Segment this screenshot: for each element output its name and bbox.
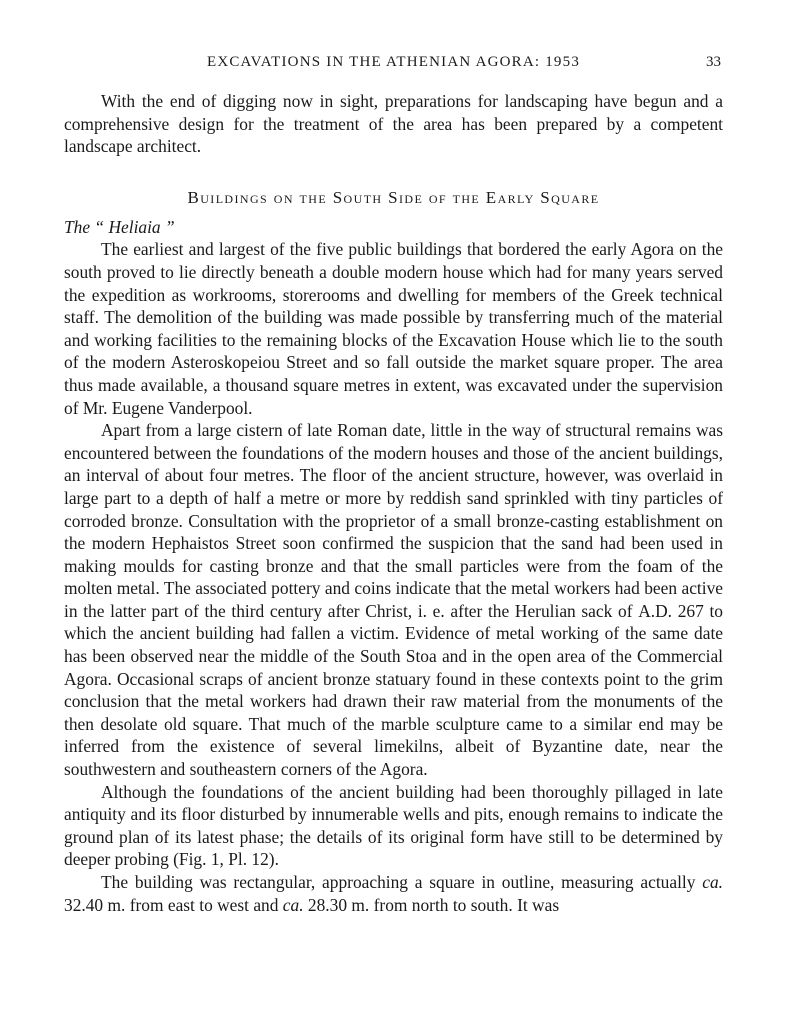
running-head xyxy=(64,52,723,76)
circa-abbreviation: ca. xyxy=(702,872,723,892)
body-paragraph-3: Although the foundations of the ancient building had been thoroughly pillaged in late antiquity and its floor disturbed by innumerable wells and pits, enough remains to indicate the ground plan of its latest phase; the details of its original form have still to be determined by deeper probing (Fig. 1, Pl. 12). xyxy=(64,781,723,870)
paragraph-text: 32.40 m. from east to west and xyxy=(64,894,283,915)
body-paragraph-2 xyxy=(64,419,723,781)
body-paragraph-1: The earliest and largest of the five public buildings that bordered the early Agora on the south proved to lie directly beneath a double modern house which had for many years served the expedition as workrooms, storerooms and dwelling for members of the Greek technical staff. The demolition of the building was made possible by transferring much of the material and working facilities to the remaining blocks of the Excavation House which lie to the south of the modern Asteroskopeiou Street and so fall outside the market square proper. The area thus made available, a thousand square metres in extent, was excavated under the supervision of Mr. Eugene Vanderpool. xyxy=(64,239,723,418)
paragraph-text: The building was rectangular, approaching a square in outline, measuring actually xyxy=(101,872,703,892)
era-abbreviation: A.D. xyxy=(638,600,673,621)
running-title: EXCAVATIONS IN THE ATHENIAN AGORA: 1953 xyxy=(206,54,581,70)
paragraph-text: Apart from a large cistern of late Roman date, little in the way of structural remains was encountered between the foundations of the modern houses and those of the ancient buildings, an interval of about four metres. The floor of the ancient structure, however, was overlaid in large part to a depth of half a metre or more by reddish sand sprinkled with tiny particles of corroded bronze. Consultation with the proprietor of a small bronze-casting establishment on the modern Hephaistos Street soon confirmed the suspicion that the sand had been used in making moulds for casting bronze and that the small particles were from the foam of the molten metal. The associated pottery and coins indicate that the metal workers had been active in the latter part of the third century after Christ, i. e. after the Herulian sack of xyxy=(64,420,723,621)
paragraph-text: 267 to which the ancient building had fallen a victim. Evidence of metal working of the same date has been observed near the middle of the South Stoa and in the open area of the Commercial Agora. Occasional scraps of ancient bronze statuary found in these contexts point to the grim conclusion that the metal workers had drawn their raw material from the monuments of the then desolate old square. That much of the marble sculpture came to a similar end may be inferred from the existence of several limekilns, albeit of Byzantine date, near the southwestern and southeastern corners of the Agora. xyxy=(64,600,723,780)
paragraph-text: 28.30 m. from north to south. It was xyxy=(303,894,560,915)
intro-paragraph: With the end of digging now in sight, preparations for landscaping have begun and a comprehensive design for the treatment of the area has been prepared by a competent landscape architect. xyxy=(64,91,723,157)
circa-abbreviation: ca. xyxy=(282,894,304,915)
body-paragraph-4 xyxy=(64,871,723,916)
page-number: 33 xyxy=(706,54,721,70)
subsection-heading: The “ Heliaia ” xyxy=(64,216,175,237)
section-heading: Buildings on the South Side of the Early Square xyxy=(187,187,600,207)
